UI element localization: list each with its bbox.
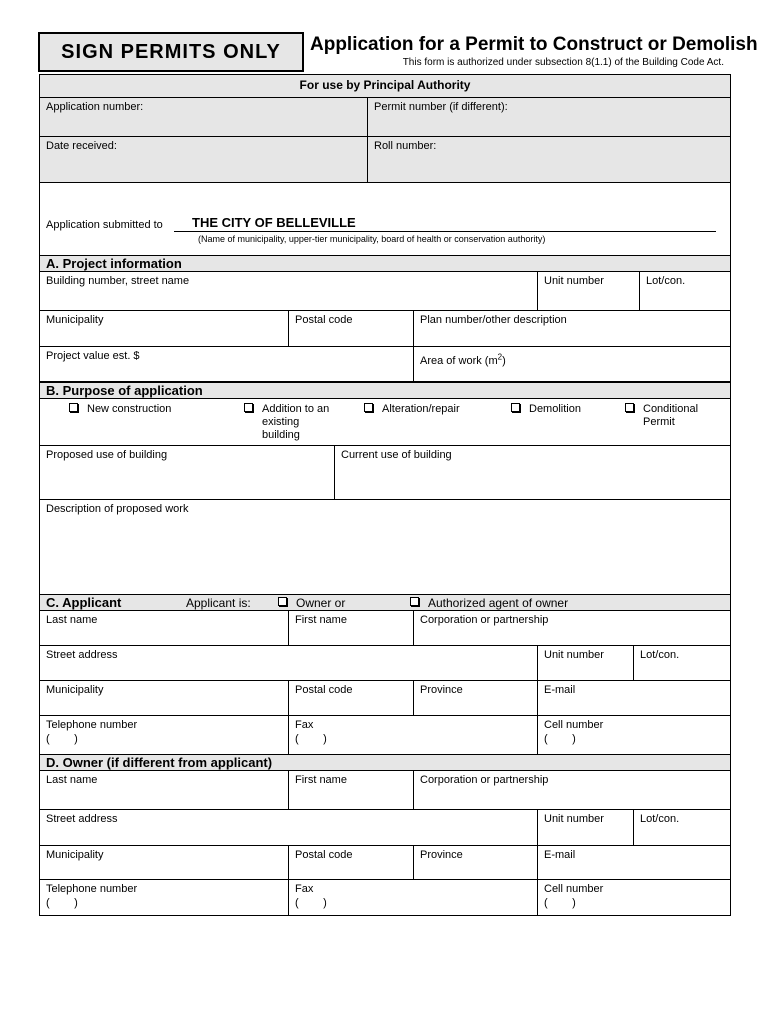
option-new-construction[interactable]: New construction [69, 403, 171, 417]
postal-code-label: Postal code [295, 314, 353, 326]
c-lot-con-field[interactable] [633, 645, 731, 681]
section-b-heading: B. Purpose of application [39, 382, 731, 399]
c-unit-number-field[interactable] [537, 645, 634, 681]
authority-heading: For use by Principal Authority [39, 74, 731, 98]
d-postal-code-field[interactable] [288, 845, 414, 880]
area-of-work-field[interactable] [413, 346, 731, 382]
checkbox-icon[interactable] [244, 403, 253, 412]
option-authorized-agent[interactable]: Authorized agent of owner [410, 596, 568, 610]
d-unit-number-field[interactable] [537, 809, 634, 846]
current-use-label: Current use of building [341, 449, 452, 461]
submitted-to-note: (Name of municipality, upper-tier municipality, board of health or conservation authority) [198, 234, 546, 244]
municipality-label: Municipality [46, 314, 104, 326]
option-conditional-permit[interactable]: Conditional Permit [625, 403, 705, 429]
d-municipality-label: Municipality [46, 849, 104, 861]
current-use-field[interactable] [334, 445, 731, 500]
application-number-field[interactable] [39, 97, 368, 137]
section-d-heading: D. Owner (if different from applicant) [39, 754, 731, 771]
c-first-name-field[interactable] [288, 610, 414, 646]
c-telephone-parens: ( ) [46, 733, 78, 745]
c-street-address-field[interactable] [39, 645, 538, 681]
c-street-address-label: Street address [46, 649, 118, 661]
d-fax-label: Fax [295, 883, 314, 895]
d-cell-parens: ( ) [544, 897, 576, 909]
d-fax-field[interactable] [288, 879, 538, 916]
d-first-name-field[interactable] [288, 770, 414, 810]
project-value-label: Project value est. $ [46, 350, 140, 362]
section-c-title: C. Applicant [46, 595, 122, 610]
d-corporation-label: Corporation or partnership [420, 774, 549, 786]
d-province-field[interactable] [413, 845, 538, 880]
c-cell-label: Cell number [544, 719, 604, 731]
d-telephone-label: Telephone number [46, 883, 138, 895]
c-email-label: E-mail [544, 684, 576, 696]
submitted-to-label: Application submitted to [46, 219, 163, 231]
postal-code-field[interactable] [288, 310, 414, 347]
d-telephone-field[interactable] [39, 879, 289, 916]
c-fax-field[interactable] [288, 715, 538, 755]
d-postal-code-label: Postal code [295, 849, 353, 861]
description-field[interactable] [39, 499, 731, 595]
sign-permits-only-label: SIGN PERMITS ONLY [38, 32, 304, 72]
c-fax-label: Fax [295, 719, 314, 731]
c-unit-number-label: Unit number [544, 649, 604, 661]
c-last-name-field[interactable] [39, 610, 289, 646]
roll-number-field[interactable] [367, 136, 731, 183]
c-lot-con-label: Lot/con. [640, 649, 680, 661]
lot-con-label: Lot/con. [646, 275, 686, 287]
submitted-to-value[interactable]: THE CITY OF BELLEVILLE [192, 215, 356, 230]
unit-number-field[interactable] [537, 271, 640, 311]
date-received-label: Date received: [46, 140, 117, 152]
d-email-label: E-mail [544, 849, 576, 861]
checkbox-icon[interactable] [410, 597, 419, 606]
c-cell-parens: ( ) [544, 733, 576, 745]
area-of-work-label: Area of work $(m^2)$ [420, 352, 506, 367]
c-postal-code-field[interactable] [288, 680, 414, 716]
option-owner[interactable]: Owner or [278, 596, 345, 610]
checkbox-icon[interactable] [511, 403, 520, 412]
building-street-label: Building number, street name [46, 275, 190, 287]
section-a-heading: A. Project information [39, 255, 731, 272]
submitted-to-block [39, 182, 731, 256]
plan-number-field[interactable] [413, 310, 731, 347]
d-cell-field[interactable] [537, 879, 731, 916]
section-c-heading [39, 594, 731, 611]
form-subtitle: This form is authorized under subsection 8(1.1) of the Building Code Act. [402, 57, 724, 68]
c-municipality-label: Municipality [46, 684, 104, 696]
checkbox-icon[interactable] [625, 403, 634, 412]
c-email-field[interactable] [537, 680, 731, 716]
c-corporation-field[interactable] [413, 610, 731, 646]
application-number-label: Application number: [46, 101, 144, 113]
unit-number-label: Unit number [544, 275, 604, 287]
checkbox-icon[interactable] [69, 403, 78, 412]
description-label: Description of proposed work [46, 503, 189, 515]
d-lot-con-field[interactable] [633, 809, 731, 846]
c-cell-field[interactable] [537, 715, 731, 755]
checkbox-icon[interactable] [364, 403, 373, 412]
option-addition[interactable]: Addition to an existing building [244, 403, 330, 442]
c-province-label: Province [420, 684, 463, 696]
c-first-name-label: First name [295, 614, 347, 626]
c-telephone-field[interactable] [39, 715, 289, 755]
d-unit-number-label: Unit number [544, 813, 604, 825]
c-last-name-label: Last name [46, 614, 98, 626]
checkbox-icon[interactable] [278, 597, 287, 606]
plan-number-label: Plan number/other description [420, 314, 567, 326]
roll-number-label: Roll number: [374, 140, 437, 152]
d-cell-label: Cell number [544, 883, 604, 895]
date-received-field[interactable] [39, 136, 368, 183]
proposed-use-field[interactable] [39, 445, 335, 500]
d-street-address-field[interactable] [39, 809, 538, 846]
d-corporation-field[interactable] [413, 770, 731, 810]
d-fax-parens: ( ) [295, 897, 327, 909]
permit-number-label: Permit number (if different): [374, 101, 508, 113]
d-municipality-field[interactable] [39, 845, 289, 880]
c-corporation-label: Corporation or partnership [420, 614, 549, 626]
d-last-name-label: Last name [46, 774, 98, 786]
c-fax-parens: ( ) [295, 733, 327, 745]
municipality-field[interactable] [39, 310, 289, 347]
c-postal-code-label: Postal code [295, 684, 353, 696]
d-email-field[interactable] [537, 845, 731, 880]
d-telephone-parens: ( ) [46, 897, 78, 909]
building-street-field[interactable] [39, 271, 538, 311]
c-municipality-field[interactable] [39, 680, 289, 716]
proposed-use-label: Proposed use of building [46, 449, 168, 461]
d-province-label: Province [420, 849, 463, 861]
form-title: Application for a Permit to Construct or Demolish [310, 34, 758, 55]
permit-number-field[interactable] [367, 97, 731, 137]
option-demolition[interactable]: Demolition [511, 403, 581, 417]
project-value-field[interactable] [39, 346, 414, 382]
option-alteration-repair[interactable]: Alteration/repair [364, 403, 460, 417]
c-province-field[interactable] [413, 680, 538, 716]
lot-con-field[interactable] [639, 271, 731, 311]
d-last-name-field[interactable] [39, 770, 289, 810]
d-first-name-label: First name [295, 774, 347, 786]
applicant-is-label: Applicant is: [186, 596, 251, 610]
c-telephone-label: Telephone number [46, 719, 138, 731]
d-street-address-label: Street address [46, 813, 118, 825]
submitted-to-underline [174, 230, 716, 232]
d-lot-con-label: Lot/con. [640, 813, 680, 825]
